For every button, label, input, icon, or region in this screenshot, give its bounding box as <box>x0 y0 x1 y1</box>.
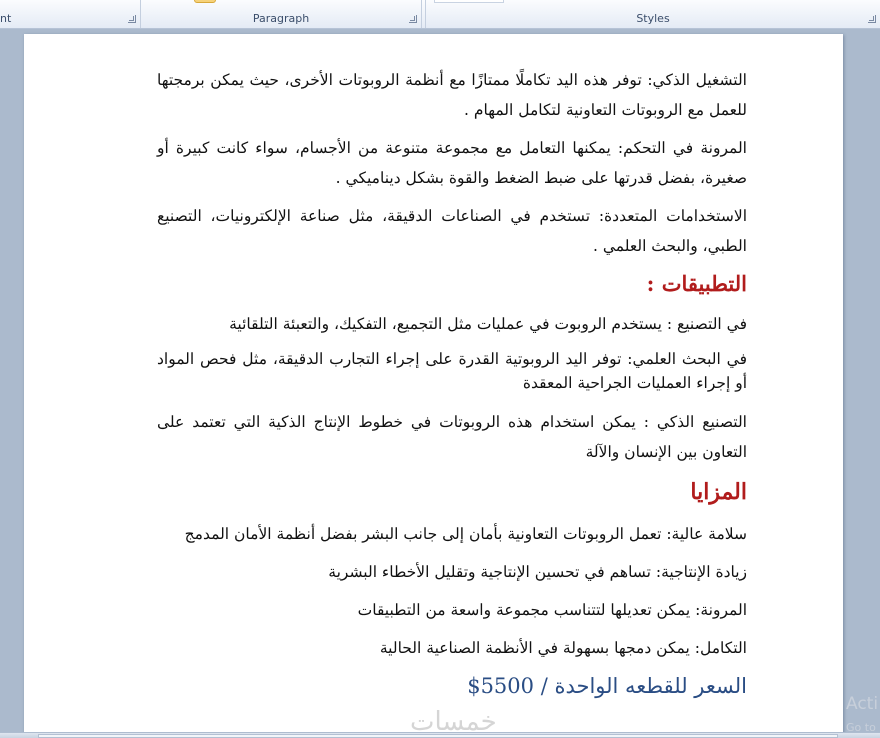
advantage-safety[interactable]: سلامة عالية: تعمل الروبوتات التعاونية بأمان إلى جانب البشر بفضل أنظمة الأمان المدمج <box>184 525 747 543</box>
price-line[interactable]: السعر للقطعه الواحدة / 5500$ <box>467 674 747 698</box>
advantage-flexibility[interactable]: المرونة: يمكن تعديلها لتتناسب مجموعة واسعة من التطبيقات <box>357 601 747 619</box>
document-page[interactable] <box>24 34 843 732</box>
ribbon-group-label-paragraph: Paragraph <box>252 12 310 25</box>
ribbon-group-label-font: nt <box>0 12 12 25</box>
font-dialog-launcher-icon[interactable] <box>128 15 136 23</box>
heading-advantages[interactable]: المزايا <box>690 479 747 505</box>
activate-windows-text: Acti <box>846 694 879 714</box>
advantage-productivity[interactable]: زيادة الإنتاجية: تساهم في تحسين الإنتاجية وتقليل الأخطاء البشرية <box>328 563 747 581</box>
paragraph-smart-operation[interactable]: التشغيل الذكي: توفر هذه اليد تكاملًا ممتازًا مع أنظمة الروبوتات الأخرى، حيث يمكن برمجتها للعمل مع الروبوتات التعاونية لتكامل المهام . <box>157 71 747 119</box>
paragraph-dialog-launcher-icon[interactable] <box>409 15 417 23</box>
heading-applications[interactable]: التطبيقات : <box>646 271 747 296</box>
ribbon <box>0 0 880 29</box>
styles-dialog-launcher-icon[interactable] <box>868 15 876 23</box>
horizontal-scrollbar[interactable] <box>0 732 880 738</box>
application-manufacturing[interactable]: في التصنيع : يستخدم الروبوت في عمليات مثل التجميع، التفكيك، والتعبئة التلقائية <box>229 315 747 333</box>
activate-windows-subtext: Go to <box>846 721 876 732</box>
document-workspace <box>0 29 880 732</box>
application-research[interactable]: في البحث العلمي: توفر اليد الروبوتية القدرة على إجراء التجارب الدقيقة، مثل فحص المواد أو إجراء العمليات الجراحية المعقدة <box>157 350 747 392</box>
application-smart-manufacturing[interactable]: التصنيع الذكي : يمكن استخدام هذه الروبوتات في خطوط الإنتاج الذكية التي تعتمد على التعاون بين الإنسان والآلة <box>157 413 747 461</box>
ribbon-group-paragraph <box>141 0 422 28</box>
paragraph-multiple-uses[interactable]: الاستخدامات المتعددة: تستخدم في الصناعات الدقيقة، مثل صناعة الإلكترونيات، التصنيع الطبي، والبحث العلمي . <box>157 207 747 255</box>
ribbon-group-label-styles: Styles <box>636 12 670 25</box>
paragraph-control-flexibility[interactable]: المرونة في التحكم: يمكنها التعامل مع مجموعة متنوعة من الأجسام، سواء كانت كبيرة أو صغيرة، بفضل قدرتها على ضبط الضغط والقوة بشكل ديناميكي . <box>157 139 747 187</box>
advantage-integration[interactable]: التكامل: يمكن دمجها بسهولة في الأنظمة الصناعية الحالية <box>379 639 747 657</box>
horizontal-scrollbar-thumb[interactable] <box>38 734 838 738</box>
watermark-logo: خمسات <box>410 707 497 732</box>
ribbon-group-font <box>0 0 141 28</box>
document-body[interactable] <box>157 65 747 701</box>
ribbon-group-styles <box>425 0 880 28</box>
